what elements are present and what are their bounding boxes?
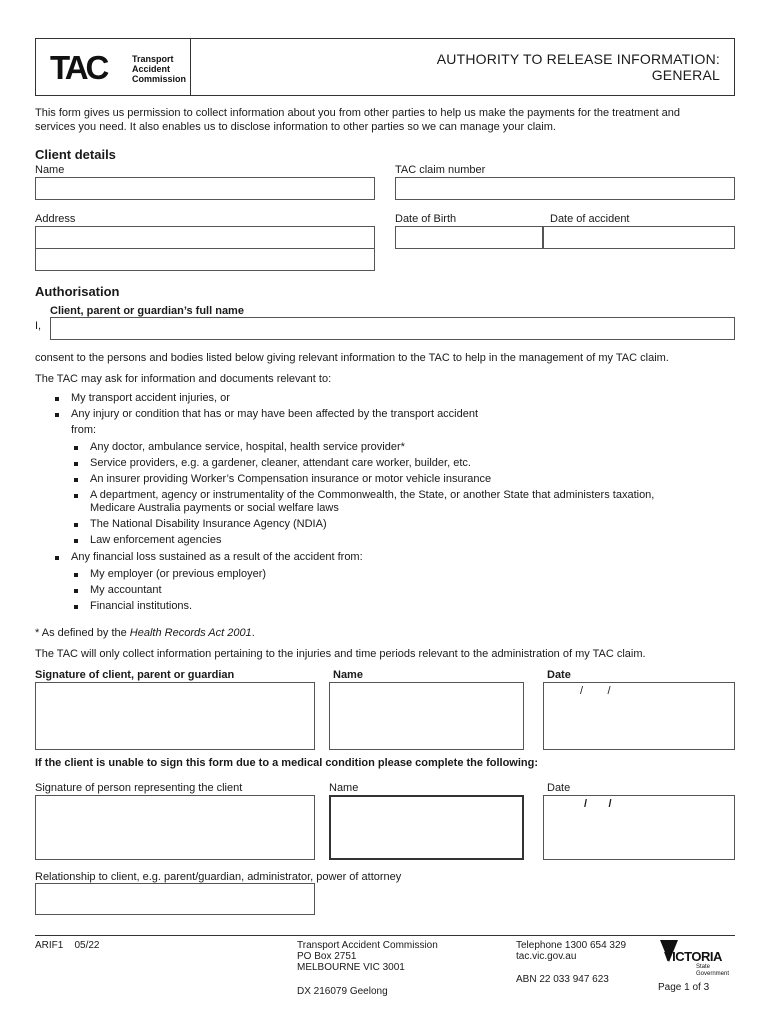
list-item	[53, 551, 733, 564]
address-field-line1[interactable]	[35, 226, 375, 249]
representative-signature-label: Signature of person representing the client	[35, 782, 243, 794]
representative-date-label: Date	[547, 782, 571, 794]
list-item	[72, 600, 732, 613]
list-item-text: The National Disability Insurance Agency (NDIA)	[90, 518, 327, 530]
list-item-text: Any injury or condition that has or may have been affected by the transport accident	[71, 408, 479, 420]
full-name-label: Client, parent or guardian’s full name	[50, 305, 244, 317]
list-item-text: Financial institutions.	[90, 600, 193, 612]
form-title-line: GENERAL	[651, 67, 720, 83]
bullet-icon	[74, 523, 78, 527]
list-item	[72, 457, 732, 470]
footer-web[interactable]: tac.vic.gov.au	[516, 951, 577, 962]
tac-logo: TAC	[50, 49, 107, 86]
logo-sub-line: Accident	[132, 64, 171, 74]
financial-list	[53, 551, 733, 567]
only-collect-text: The TAC will only collect information pertaining to the injuries and time periods relevant to the administration of my TAC claim.	[35, 648, 646, 660]
list-item-text: Law enforcement agencies	[90, 534, 222, 546]
form-header	[35, 38, 735, 96]
form-code	[35, 940, 100, 951]
list-item	[72, 518, 732, 531]
bullet-icon	[55, 397, 59, 401]
list-item	[72, 534, 732, 547]
bullet-icon	[74, 446, 78, 450]
i-label: I,	[35, 320, 42, 332]
list-item-text: Medicare Australia payments or social welfare laws	[90, 502, 339, 514]
name-label: Name	[35, 164, 65, 176]
address-field-line2[interactable]	[35, 248, 375, 271]
victoria-wordmark: VICTORIA	[664, 949, 722, 964]
victoria-government-logo	[660, 940, 740, 980]
page-number: Page 1 of 3	[658, 982, 710, 993]
intro-text	[35, 106, 735, 134]
defined-note	[35, 627, 255, 639]
representative-name-field[interactable]	[329, 795, 524, 860]
bullet-icon	[74, 605, 78, 609]
list-item-text: Service providers, e.g. a gardener, cleaner, attendant care worker, builder, etc.	[90, 457, 471, 469]
unable-heading: If the client is unable to sign this form due to a medical condition please complete the following:	[35, 757, 538, 769]
signature-date-field[interactable]	[543, 682, 735, 750]
list-item	[72, 473, 732, 486]
name-field[interactable]	[35, 177, 375, 200]
bullet-icon	[55, 556, 59, 560]
victoria-subtitle	[696, 964, 729, 978]
form-title	[437, 51, 720, 83]
consent-text: consent to the persons and bodies listed below giving relevant information to the TAC to help in the management of my TAC claim.	[35, 352, 669, 364]
dob-field[interactable]	[395, 226, 543, 249]
list-item	[72, 584, 732, 597]
list-item-text: A department, agency or instrumentality of the Commonwealth, the State, or another State that administers taxation,	[90, 489, 655, 501]
dob-label: Date of Birth	[395, 213, 457, 225]
list-item	[72, 568, 732, 581]
accident-date-field[interactable]	[543, 226, 735, 249]
list-item-text: Any doctor, ambulance service, hospital, health service provider*	[90, 441, 405, 453]
bullet-icon	[55, 413, 59, 417]
footer-divider	[35, 935, 735, 936]
signature-name-field[interactable]	[329, 682, 524, 750]
relationship-label: Relationship to client, e.g. parent/guardian, administrator, power of attorney	[35, 871, 402, 883]
footer-address	[297, 940, 438, 973]
relationship-field[interactable]	[35, 883, 315, 915]
bullet-icon	[74, 478, 78, 482]
list-item	[53, 392, 733, 405]
signature-label: Signature of client, parent or guardian	[35, 669, 235, 681]
list-item-text: Any financial loss sustained as a result of the accident from:	[71, 551, 363, 563]
intro-line: services you need. It also enables us to disclose information to other parties so we can manage your claim.	[35, 121, 556, 133]
form-title-line: AUTHORITY TO RELEASE INFORMATION:	[436, 51, 720, 67]
representative-name-label: Name	[329, 782, 359, 794]
bullet-icon	[74, 589, 78, 593]
list-item-text: My employer (or previous employer)	[90, 568, 267, 580]
bullet-icon	[74, 573, 78, 577]
form-version: 05/22	[74, 940, 100, 951]
bullet-icon	[74, 494, 78, 498]
vic-sub-line: Government	[696, 971, 730, 977]
provider-list	[72, 441, 732, 550]
footer-city: MELBOURNE VIC 3001	[297, 962, 405, 973]
bullet-icon	[74, 539, 78, 543]
footer-po: PO Box 2751	[297, 951, 357, 962]
form-code-text: ARIF1	[35, 940, 64, 951]
list-item	[72, 441, 732, 454]
claim-number-label: TAC claim number	[395, 164, 486, 176]
representative-signature-field[interactable]	[35, 795, 315, 860]
claim-number-field[interactable]	[395, 177, 735, 200]
info-list	[53, 392, 733, 424]
signature-name-label: Name	[333, 669, 363, 681]
defined-prefix: * As defined by the	[35, 627, 130, 639]
tac-logo-subtitle	[132, 54, 186, 84]
bullet-icon	[74, 462, 78, 466]
date-separators: / /	[580, 685, 611, 697]
vic-sub-line: State	[696, 964, 711, 970]
act-name: Health Records Act 2001	[129, 627, 252, 639]
list-item	[72, 489, 732, 515]
list-item-text: An insurer providing Worker’s Compensation insurance or motor vehicle insurance	[90, 473, 492, 485]
full-name-field[interactable]	[50, 317, 735, 340]
list-item-text: My transport accident injuries, or	[71, 392, 230, 404]
date-separators: / /	[584, 798, 612, 810]
header-divider	[190, 39, 191, 95]
signature-field[interactable]	[35, 682, 315, 750]
footer-abn: ABN 22 033 947 623	[516, 974, 609, 985]
signature-date-label: Date	[547, 669, 571, 681]
logo-sub-line: Commission	[132, 74, 187, 84]
defined-suffix: .	[251, 627, 255, 639]
logo-sub-line: Transport	[132, 54, 174, 64]
may-ask-text: The TAC may ask for information and documents relevant to:	[35, 373, 332, 385]
intro-line: This form gives us permission to collect information about you from other parties to help us make the payments for the treatment and	[35, 107, 681, 119]
footer-phone: Telephone 1300 654 329	[516, 940, 627, 951]
from-text: from:	[71, 424, 97, 436]
footer-org: Transport Accident Commission	[297, 940, 438, 951]
footer-dx: DX 216079 Geelong	[297, 986, 388, 997]
representative-date-field[interactable]	[543, 795, 735, 860]
financial-sublist	[72, 568, 732, 616]
list-item-text: My accountant	[90, 584, 162, 596]
authorisation-heading: Authorisation	[35, 284, 120, 299]
client-details-heading: Client details	[35, 147, 116, 162]
accident-date-label: Date of accident	[550, 213, 630, 225]
footer-contact	[516, 940, 626, 962]
list-item	[53, 408, 733, 421]
address-label: Address	[35, 213, 76, 225]
